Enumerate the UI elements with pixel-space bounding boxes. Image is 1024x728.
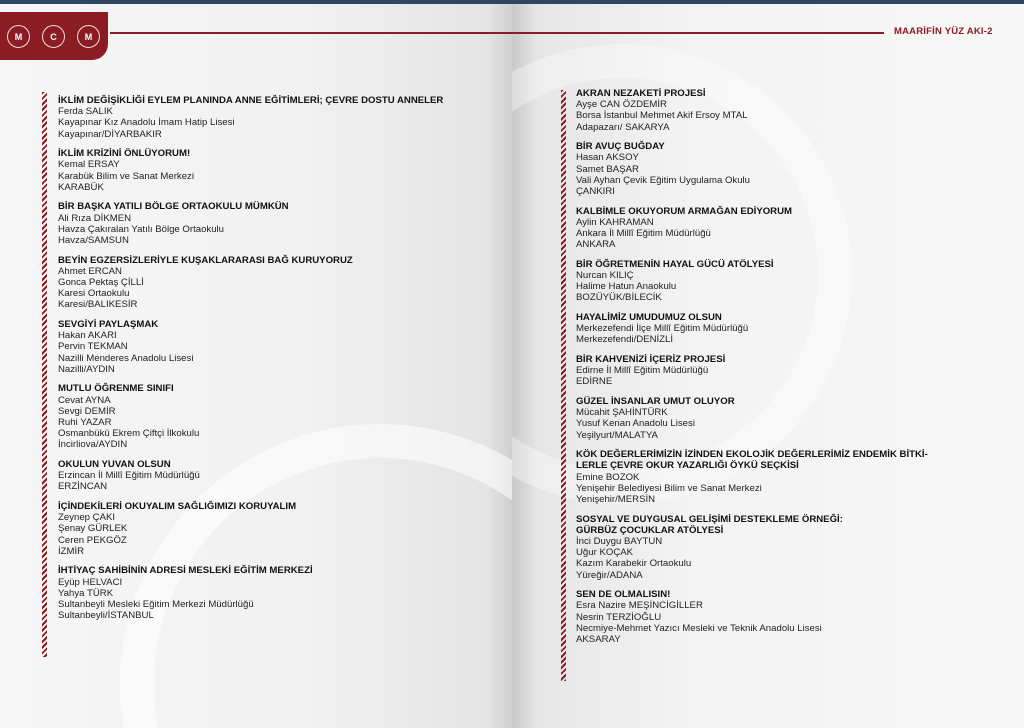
project-detail-line: Kayapınar/DİYARBAKIR — [58, 128, 162, 140]
project-detail-line: Şenay GÜRLEK — [58, 523, 128, 535]
project-entry — [58, 95, 488, 140]
project-title: GÜZEL İNSANLAR UMUT OLUYOR — [576, 396, 735, 408]
right-column — [576, 88, 1016, 654]
project-title: İÇİNDEKİLERİ OKUYALIM SAĞLIĞIMIZI KORUYALIM — [58, 501, 297, 513]
project-detail-line: Zeynep ÇAKI — [58, 512, 116, 524]
project-detail-line: AKSARAY — [576, 634, 621, 646]
project-title: SEVGİYİ PAYLAŞMAK — [58, 319, 159, 331]
project-detail-line: Ali Rıza DİKMEN — [58, 212, 132, 224]
project-entry — [576, 259, 1016, 304]
project-detail-line: ANKARA — [576, 239, 616, 251]
project-detail-line: Yenişehir/MERSİN — [576, 494, 656, 506]
project-detail-line: Samet BAŞAR — [576, 163, 639, 175]
project-detail-line: Esra Nazire MEŞİNCİGİLLER — [576, 600, 703, 612]
ministry-logo-icon: M — [7, 25, 30, 48]
crescent-logo-icon: C — [42, 25, 65, 48]
project-detail-line: Sultanbeyli Mesleki Eğitim Merkezi Müdürlüğü — [58, 599, 254, 611]
project-detail-line: Hasan AKSOY — [576, 152, 639, 164]
project-detail-line: Ankara İl Millî Eğitim Müdürlüğü — [576, 228, 711, 240]
project-entry — [576, 312, 1016, 346]
project-detail-line: Karesi/BALIKESİR — [58, 299, 138, 311]
project-detail-line: Yüreğir/ADANA — [576, 569, 643, 581]
project-detail-line: Yenişehir Belediyesi Bilim ve Sanat Merkezi — [576, 482, 762, 494]
project-entry — [576, 514, 1016, 581]
project-detail-line: Nazilli Menderes Anadolu Lisesi — [58, 352, 194, 364]
project-entry — [58, 565, 488, 621]
page-header-title: MAARİFİN YÜZ AKI-2 — [894, 26, 993, 37]
project-title: BİR AVUÇ BUĞDAY — [576, 141, 665, 153]
project-detail-line: Kazım Karabekir Ortaokulu — [576, 558, 692, 570]
project-entry — [576, 141, 1016, 197]
project-detail-line: Ruhi YAZAR — [58, 417, 112, 429]
project-detail-line: İnci Duygu BAYTUN — [576, 536, 663, 548]
project-title: HAYALİMİZ UMUDUMUZ OLSUN — [576, 312, 722, 324]
project-title: SOSYAL VE DUYGUSAL GELİŞİMİ DESTEKLEME ÖRNEĞİ: GÜRBÜZ ÇOCUKLAR ATÖLYESİ — [576, 513, 843, 536]
project-detail-line: Cevat AYNA — [58, 394, 111, 406]
project-detail-line: Uğur KOÇAK — [576, 547, 634, 559]
project-entry — [576, 589, 1016, 645]
project-detail-line: Kayapınar Kız Anadolu İmam Hatip Lisesi — [58, 117, 235, 129]
project-detail-line: Mücahit ŞAHİNTÜRK — [576, 407, 668, 419]
project-detail-line: Ferda SALIK — [58, 106, 113, 118]
project-detail-line: Sultanbeyli/İSTANBUL — [58, 610, 154, 622]
right-page — [512, 4, 1024, 728]
project-detail-line: Adapazarı/ SAKARYA — [576, 121, 670, 133]
project-title: BEYİN EGZERSİZLERİYLE KUŞAKLARARASI BAĞ KURUYORUZ — [58, 254, 353, 266]
project-title: İHTİYAÇ SAHİBİNİN ADRESİ MESLEKİ EĞİTİM MERKEZİ — [58, 565, 313, 577]
project-detail-line: Ahmet ERCAN — [58, 265, 122, 277]
project-detail-line: Ceren PEKGÖZ — [58, 534, 127, 546]
project-detail-line: Necmiye-Mehmet Yazıcı Mesleki ve Teknik Anadolu Lisesi — [576, 622, 822, 634]
project-detail-line: Ayşe CAN ÖZDEMİR — [576, 99, 667, 111]
project-detail-line: Yahya TÜRK — [58, 587, 114, 599]
project-title: SEN DE OLMALISIN! — [576, 589, 671, 601]
project-detail-line: Merkezefendi İlçe Millî Eğitim Müdürlüğü — [576, 323, 749, 335]
project-entry — [58, 459, 488, 493]
project-title: AKRAN NEZAKETİ PROJESİ — [576, 88, 706, 99]
project-detail-line: Havza/SAMSUN — [58, 235, 129, 247]
project-entry — [58, 319, 488, 375]
project-entry — [58, 501, 488, 557]
project-detail-line: Emine BOZOK — [576, 471, 640, 483]
project-title: İKLİM KRİZİNİ ÖNLÜYORUM! — [58, 148, 191, 160]
project-detail-line: Osmanbükü Ekrem Çiftçi İlkokulu — [58, 428, 200, 440]
project-detail-line: Yeşilyurt/MALATYA — [576, 429, 658, 441]
project-detail-line: Karesi Ortaokulu — [58, 288, 130, 300]
project-entry — [576, 206, 1016, 251]
project-detail-line: ERZİNCAN — [58, 481, 108, 493]
project-detail-line: Yusuf Kenan Anadolu Lisesi — [576, 418, 695, 430]
project-title: OKULUN YUVAN OLSUN — [58, 459, 171, 471]
project-detail-line: KARABÜK — [58, 181, 104, 193]
project-detail-line: Eyüp HELVACI — [58, 576, 123, 588]
project-detail-line: İZMİR — [58, 545, 85, 557]
project-detail-line: EDİRNE — [576, 376, 613, 388]
project-detail-line: Nurcan KILIÇ — [576, 270, 634, 282]
project-entry — [58, 148, 488, 193]
project-detail-line: Pervin TEKMAN — [58, 341, 128, 353]
left-page — [0, 4, 512, 728]
project-detail-line: Nesrin TERZİOĞLU — [576, 611, 662, 623]
project-entry — [576, 449, 1016, 505]
project-entry — [58, 255, 488, 311]
project-detail-line: Edirne İl Millî Eğitim Müdürlüğü — [576, 365, 709, 377]
project-title: BİR KAHVENİZİ İÇERİZ PROJESİ — [576, 354, 726, 366]
project-entry — [58, 383, 488, 450]
project-detail-line: Sevgi DEMİR — [58, 405, 116, 417]
project-detail-line: Gonca Pektaş ÇİLLİ — [58, 277, 144, 289]
project-detail-line: Hakan AKARI — [58, 330, 117, 342]
hatched-stripe — [42, 92, 47, 657]
project-detail-line: ÇANKIRI — [576, 186, 615, 198]
project-detail-line: Borsa İstanbul Mehmet Akif Ersoy MTAL — [576, 110, 748, 122]
project-entry — [576, 396, 1016, 441]
header-rule — [512, 32, 884, 34]
logo-block — [0, 12, 108, 60]
project-detail-line: Vali Ayhan Çevik Eğitim Uygulama Okulu — [576, 174, 751, 186]
project-title: İKLİM DEĞİŞİKLİĞİ EYLEM PLANINDA ANNE EĞİTİMLERİ; ÇEVRE DOSTU ANNELER — [58, 95, 444, 106]
left-column — [58, 95, 488, 630]
hatched-stripe — [561, 90, 566, 681]
project-detail-line: Halime Hatun Anaokulu — [576, 281, 677, 293]
project-detail-line: Havza Çakıralan Yatılı Bölge Ortaokulu — [58, 223, 225, 235]
project-entry — [58, 201, 488, 246]
header-rule — [110, 32, 512, 34]
project-detail-line: Karabük Bilim ve Sanat Merkezi — [58, 170, 194, 182]
project-entry — [576, 88, 1016, 133]
project-detail-line: Kemal ERSAY — [58, 159, 120, 171]
project-title: BİR ÖĞRETMENİN HAYAL GÜCÜ ATÖLYESİ — [576, 258, 774, 270]
project-detail-line: Erzincan İl Millî Eğitim Müdürlüğü — [58, 470, 200, 482]
project-title: KALBİMLE OKUYORUM ARMAĞAN EDİYORUM — [576, 205, 793, 217]
project-title: BİR BAŞKA YATILI BÖLGE ORTAOKULU MÜMKÜN — [58, 201, 289, 213]
project-detail-line: Nazilli/AYDIN — [58, 363, 115, 375]
emblem-logo-icon: M — [77, 25, 100, 48]
project-detail-line: Aylin KAHRAMAN — [576, 216, 654, 228]
project-detail-line: İncirliova/AYDIN — [58, 439, 128, 451]
project-detail-line: Merkezefendi/DENİZLİ — [576, 334, 674, 346]
project-entry — [576, 354, 1016, 388]
project-detail-line: BOZÜYÜK/BİLECİK — [576, 292, 662, 304]
project-title: MUTLU ÖĞRENME SINIFI — [58, 383, 174, 395]
project-title: KÖK DEĞERLERİMİZİN İZİNDEN EKOLOJİK DEĞERLERİMİZ ENDEMİK BİTKİ- LERLE ÇEVRE OKUR YAZARLIĞI ÖYKÜ SEÇKİSİ — [576, 449, 928, 472]
